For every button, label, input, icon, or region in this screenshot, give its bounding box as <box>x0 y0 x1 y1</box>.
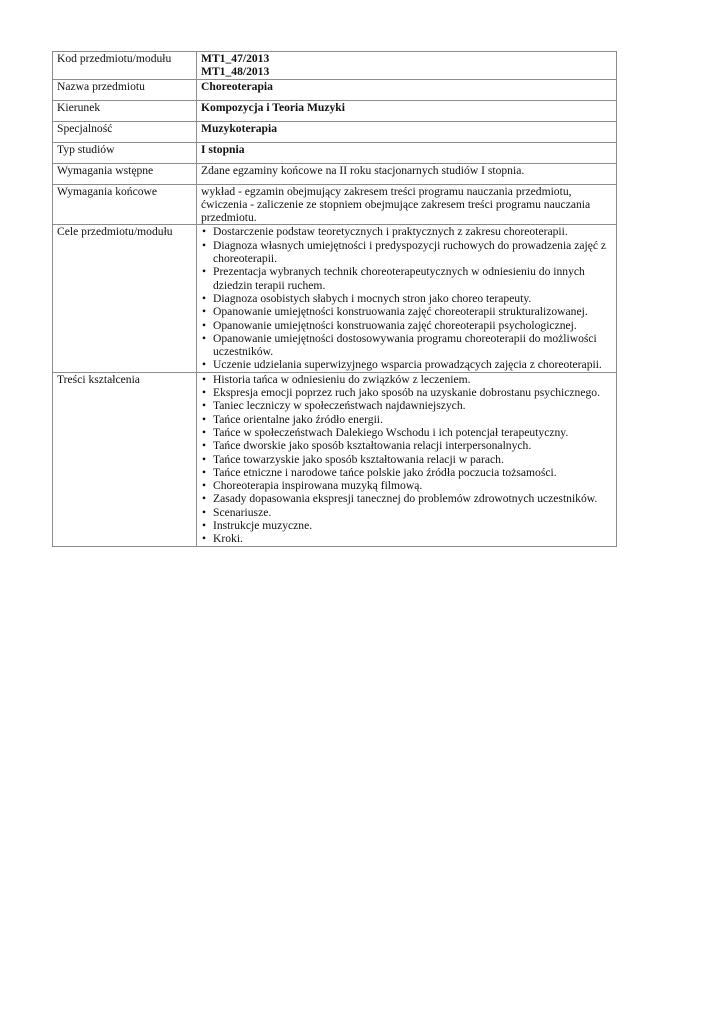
goals-label: Cele przedmiotu/modułu <box>53 225 197 372</box>
content-item: • Historia tańca w odniesieniu do związków z leczeniem. <box>213 373 613 386</box>
final-requirements-value: wykład - egzamin obejmujący zakresem treści programu nauczania przedmiotu, ćwiczenia - zaliczenie ze stopniem obejmujące zakresem treści programu nauczania przedmiotu. <box>197 184 617 225</box>
prerequisites-value: Zdane egzaminy końcowe na II roku stacjonarnych studiów I stopnia. <box>197 163 617 184</box>
goals-item: • Opanowanie umiejętności konstruowania zajęć choreoterapii psychologicznej. <box>213 319 613 332</box>
content-list <box>201 373 613 546</box>
direction-label: Kierunek <box>53 100 197 121</box>
goals-item: • Opanowanie umiejętności dostosowywania programu choreoterapii do możliwości uczestników. <box>213 332 613 359</box>
row-content <box>53 372 617 546</box>
goals-item: • Diagnoza własnych umiejętności i predyspozycji ruchowych do prowadzenia zajęć z choreoterapii. <box>213 239 613 266</box>
content-item: • Tańce orientalne jako źródło energii. <box>213 413 613 426</box>
study-type-label: Typ studiów <box>53 142 197 163</box>
syllabus-table <box>52 51 617 547</box>
final-requirements-label: Wymagania końcowe <box>53 184 197 225</box>
row-specialty <box>53 121 617 142</box>
row-final-requirements <box>53 184 617 225</box>
content-item: • Scenariusze. <box>213 506 613 519</box>
content-label: Treści kształcenia <box>53 372 197 546</box>
row-study-type <box>53 142 617 163</box>
content-item: • Tańce towarzyskie jako sposób kształtowania relacji w parach. <box>213 453 613 466</box>
row-code <box>53 52 617 80</box>
code-label: Kod przedmiotu/modułu <box>53 52 197 80</box>
row-direction <box>53 100 617 121</box>
content-item: • Instrukcje muzyczne. <box>213 519 613 532</box>
row-name <box>53 79 617 100</box>
name-value: Choreoterapia <box>197 79 617 100</box>
syllabus-sheet <box>52 51 615 547</box>
content-item: • Kroki. <box>213 532 613 545</box>
specialty-label: Specjalność <box>53 121 197 142</box>
content-value <box>197 372 617 546</box>
code-value-2: MT1_48/2013 <box>201 65 270 79</box>
row-prerequisites <box>53 163 617 184</box>
code-value-1: MT1_47/2013 <box>201 52 270 65</box>
content-item: • Taniec leczniczy w społeczeństwach najdawniejszych. <box>213 399 613 412</box>
goals-item: • Uczenie udzielania superwizyjnego wsparcia prowadzących zajęcia z choreoterapii. <box>213 358 613 371</box>
goals-item: • Diagnoza osobistych słabych i mocnych stron jako choreo terapeuty. <box>213 292 613 305</box>
specialty-value: Muzykoterapia <box>197 121 617 142</box>
goals-item: • Dostarczenie podstaw teoretycznych i praktycznych z zakresu choreoterapii. <box>213 225 613 238</box>
content-item: • Zasady dopasowania ekspresji tanecznej do problemów zdrowotnych uczestników. <box>213 492 613 505</box>
content-item: • Choreoterapia inspirowana muzyką filmową. <box>213 479 613 492</box>
goals-list <box>201 225 613 371</box>
goals-item: • Prezentacja wybranych technik choreoterapeutycznych w odniesieniu do innych dziedzin terapii ruchem. <box>213 265 613 292</box>
study-type-value: I stopnia <box>197 142 617 163</box>
code-value <box>197 52 617 80</box>
content-item: • Tańce dworskie jako sposób kształtowania relacji interpersonalnych. <box>213 439 613 452</box>
row-goals <box>53 225 617 372</box>
goals-item: • Opanowanie umiejętności konstruowania zajęć choreoterapii strukturalizowanej. <box>213 305 613 318</box>
content-item: • Tańce w społeczeństwach Dalekiego Wschodu i ich potencjał terapeutyczny. <box>213 426 613 439</box>
content-item: • Tańce etniczne i narodowe tańce polskie jako źródła poczucia tożsamości. <box>213 466 613 479</box>
goals-value <box>197 225 617 372</box>
name-label: Nazwa przedmiotu <box>53 79 197 100</box>
content-item: • Ekspresja emocji poprzez ruch jako sposób na uzyskanie dobrostanu psychicznego. <box>213 386 613 399</box>
prerequisites-label: Wymagania wstępne <box>53 163 197 184</box>
direction-value: Kompozycja i Teoria Muzyki <box>197 100 617 121</box>
